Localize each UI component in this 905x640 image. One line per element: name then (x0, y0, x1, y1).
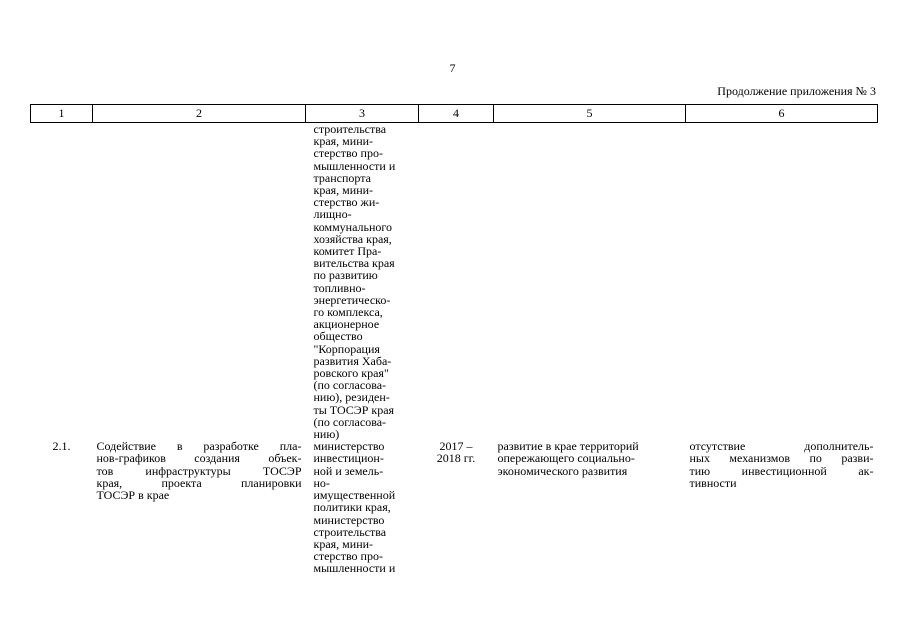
cell-text-line: нию), резиден- (313, 390, 390, 405)
table-row-continued (31, 123, 878, 441)
result-cell (494, 440, 686, 574)
cell-text-line: нию) (313, 427, 340, 442)
column-header-1: 1 (31, 105, 93, 123)
cell-text-line: развития Хаба- (313, 353, 392, 368)
term-cell (419, 440, 494, 574)
row-number: 2.1. (52, 439, 71, 454)
cell-text-line: опережающего социально- (497, 451, 635, 466)
column-header-4: 4 (419, 105, 494, 123)
cell-text-line: но- (313, 475, 330, 490)
cell-text-line: строительства (313, 122, 387, 136)
cell-text-line: 2018 гг. (436, 451, 476, 466)
cell-text-line: по развитию (313, 268, 378, 283)
cell-text-line: акционерное (313, 317, 380, 332)
cell-text-line: нов-графиков создания объек- (96, 451, 302, 466)
cell-text-line: вительства края (313, 256, 395, 271)
cell-text-line: го комплекса, (313, 305, 383, 320)
cell-text-line: (по согласова- (313, 378, 387, 393)
cell-text-line: "Корпорация (313, 341, 380, 356)
executors-cell (306, 440, 419, 574)
column-header-6: 6 (686, 105, 878, 123)
cell-text-line: ТОСЭР в крае (96, 488, 170, 503)
page-number: 7 (449, 61, 456, 75)
cell-text-line: края, проекта планировки (96, 475, 302, 490)
cell-text-line: мышленности и (313, 561, 396, 576)
cell-text-line: края, мини- (313, 183, 374, 198)
cell-text-line: отсутствие дополнитель- (689, 439, 874, 454)
cell-text-line: лищно- (313, 207, 352, 222)
cell-text-line: 2017 – (439, 439, 473, 454)
cell-text-line: Содействие в разработке пла- (96, 439, 302, 454)
cell-text-line: стерство про- (313, 146, 383, 161)
table-row-2-1 (31, 440, 878, 574)
cell-text-line: края, мини- (313, 536, 374, 551)
cell-text-line: тивности (689, 475, 737, 490)
cell-text-line: топливно- (313, 280, 366, 295)
cell-text-line: общество (313, 329, 363, 344)
cell-text-line: политики края, (313, 500, 391, 515)
cell-text-line: ной и земель- (313, 463, 384, 478)
appendix-table (30, 104, 878, 575)
column-header-2: 2 (93, 105, 306, 123)
cell-text-line: (по согласова- (313, 414, 387, 429)
cell-text-line: транспорта (313, 170, 371, 185)
cell-text-line: министерство (313, 512, 385, 527)
cell-text-line: комитет Пра- (313, 244, 382, 259)
cell-text-line: хозяйства края, (313, 231, 392, 246)
cell-text-line: экономического развития (497, 463, 628, 478)
cell-text-line: тию инвестиционной ак- (689, 463, 874, 478)
cell-text-line: края, мини- (313, 134, 374, 149)
cell-text-line: коммунального (313, 219, 393, 234)
cell-text-line: ровского края" (313, 366, 389, 381)
cell-text-line: министерство (313, 439, 385, 454)
cell-text-line: инвестицион- (313, 451, 384, 466)
cell-text-line: имущественной (313, 488, 396, 503)
continued-executors-cell (306, 123, 419, 441)
appendix-continuation-label: Продолжение приложения № 3 (717, 84, 876, 98)
cell-text-line: энергетическо- (313, 292, 391, 307)
cell-text-line: тов инфраструктуры ТОСЭР (96, 463, 302, 478)
column-header-5: 5 (494, 105, 686, 123)
cell-text-line: ных механизмов по разви- (689, 451, 874, 466)
table-header-row (31, 105, 878, 123)
column-header-3: 3 (306, 105, 419, 123)
cell-text-line: стерство про- (313, 549, 383, 564)
cell-text-line: развитие в крае территорий (497, 439, 639, 454)
cell-text-line: стерство жи- (313, 195, 380, 210)
consequences-cell (686, 440, 878, 574)
cell-text-line: ты ТОСЭР края (313, 402, 395, 417)
cell-text-line: строительства (313, 524, 387, 539)
measure-cell (93, 440, 306, 574)
cell-text-line: мышленности и (313, 158, 396, 173)
